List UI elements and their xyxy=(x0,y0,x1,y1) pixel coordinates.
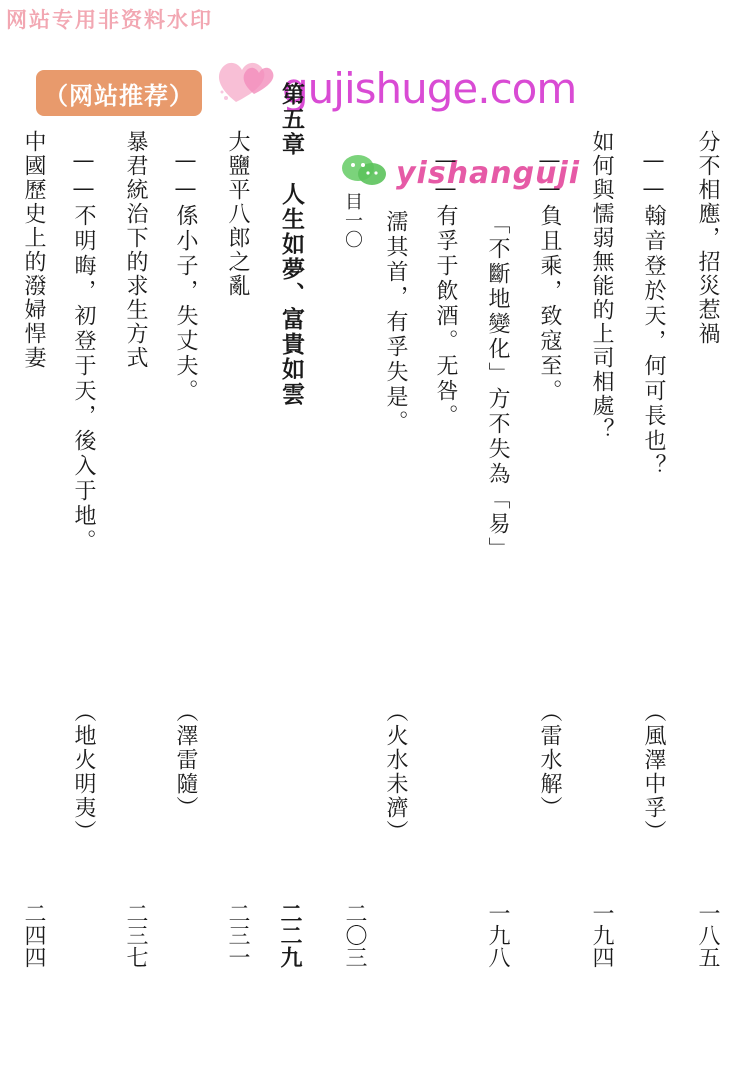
page-reference: 二三七 xyxy=(123,902,148,968)
page-reference: 二二九 xyxy=(277,902,303,968)
hexagram-name: （地火明夷） xyxy=(71,700,96,844)
watermark-site-name: yishanguji xyxy=(396,156,581,191)
toc-entry-title: 如何與懦弱無能的上司相處？ xyxy=(589,130,614,442)
toc-entry-quote: ——有孚于飲酒。无咎。 xyxy=(433,148,458,429)
toc-entry-quote: ——係小子，失丈夫。 xyxy=(173,148,198,404)
toc-entry-title: 大鹽平八郎之亂 xyxy=(225,130,250,298)
toc-entry-quote: ——負且乘，致寇至。 xyxy=(537,148,562,404)
toc-entry-title: 暴君統治下的求生方式 xyxy=(123,130,148,370)
page-reference: 二三一 xyxy=(225,902,250,968)
watermark-site-url: gujishuge.com xyxy=(282,64,577,113)
hexagram-name: （澤雷隨） xyxy=(173,700,198,820)
toc-entry-quote: ——翰音登於天，何可長也？ xyxy=(641,148,666,479)
toc-entry-quote: 「不斷地變化」方不失為「易」 xyxy=(485,212,510,562)
hearts-icon xyxy=(214,54,278,110)
toc-entry-quote: 濡其首，有孚失是。 xyxy=(383,210,408,435)
watermark-recommend-badge: （网站推荐） xyxy=(36,70,202,116)
page-reference: 一九四 xyxy=(589,902,614,968)
page-reference: 二四四 xyxy=(21,902,46,968)
toc-entry-title: 中國歷史上的潑婦悍妻 xyxy=(21,130,46,370)
toc-entry-quote: ——不明晦，初登于天，後入于地。 xyxy=(71,148,96,554)
page-reference: 一九八 xyxy=(485,902,510,968)
chat-bubble-icon xyxy=(340,150,390,190)
page-reference: 一八五 xyxy=(695,902,720,968)
hexagram-name: （風澤中孚） xyxy=(641,700,666,844)
toc-entry-title: 分不相應，招災惹禍 xyxy=(695,130,720,346)
watermark-top-text: 网站专用非资料水印 xyxy=(6,8,213,32)
page-reference: 二〇三 xyxy=(342,902,367,968)
hexagram-name: （雷水解） xyxy=(537,700,562,820)
page-number: 目一〇 xyxy=(342,192,363,249)
hexagram-name: （火水未濟） xyxy=(383,700,408,844)
chapter-heading: 第五章 人生如夢、富貴如雲 xyxy=(278,82,304,407)
